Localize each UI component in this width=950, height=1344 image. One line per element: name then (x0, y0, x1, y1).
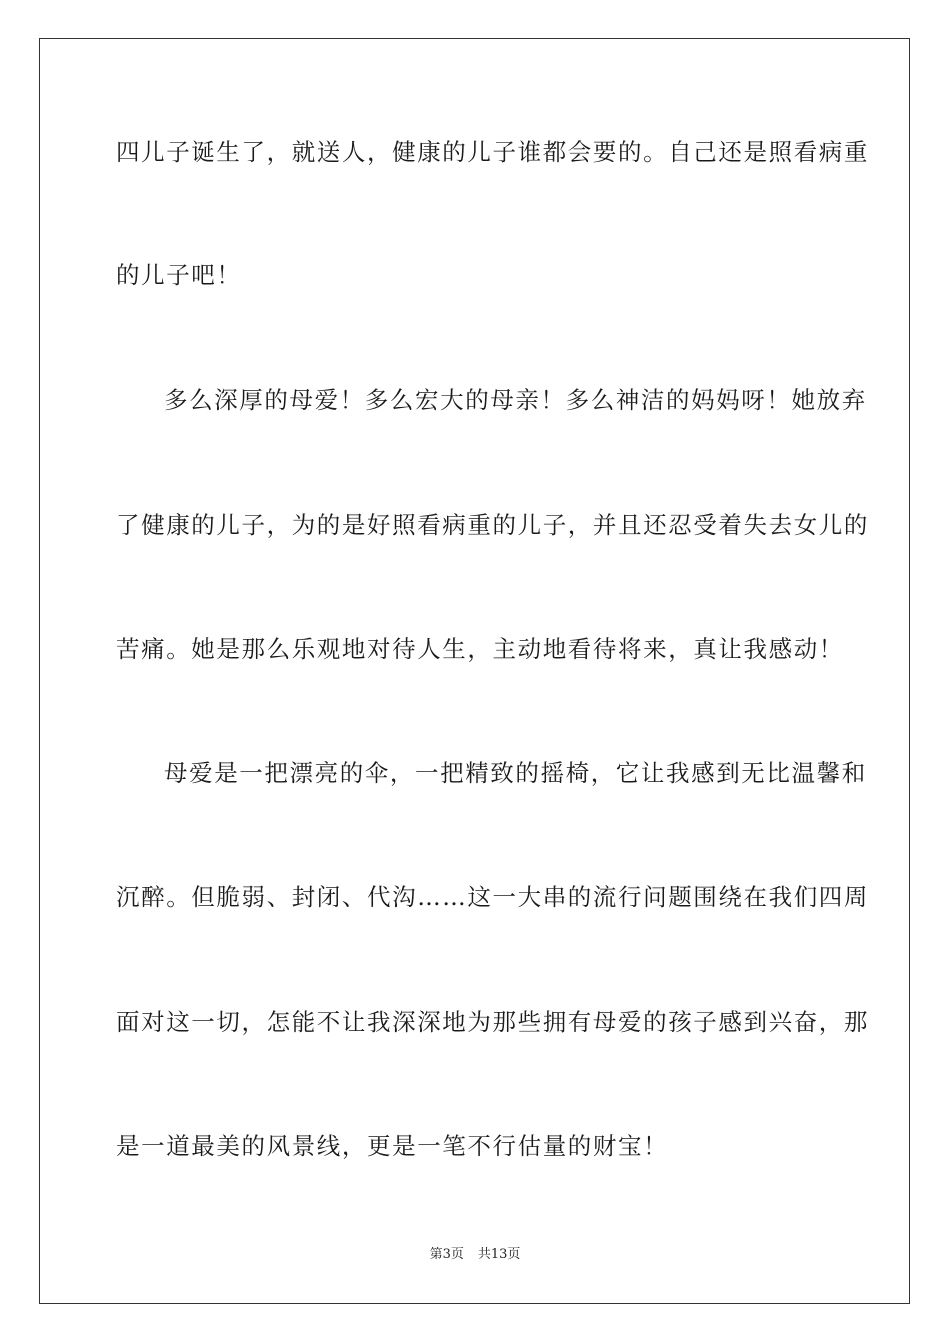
text-line-1: 四儿子诞生了，就送人，健康的儿子谁都会要的。自己还是照看病重 (116, 138, 869, 166)
text-line-5: 苦痛。她是那么乐观地对待人生，主动地看待将来，真让我感动！ (116, 635, 844, 663)
text-line-8: 面对这一切，怎能不让我深深地为那些拥有母爱的孩子感到兴奋，那 (116, 1008, 869, 1036)
text-line-3: 多么深厚的母爱！多么宏大的母亲！多么神洁的妈妈呀！她放弃 (164, 386, 867, 414)
text-line-9: 是一道最美的风景线，更是一笔不行估量的财宝！ (116, 1132, 669, 1160)
text-line-4: 了健康的儿子，为的是好照看病重的儿子，并且还忍受着失去女儿的 (116, 511, 869, 539)
text-line-7: 沉醉。但脆弱、封闭、代沟……这一大串的流行问题围绕在我们四周 (116, 883, 869, 911)
page-number-total: 共13页 (477, 1247, 521, 1262)
page-footer (0, 1246, 950, 1264)
page-number-current: 第3页 (429, 1247, 464, 1262)
text-line-6: 母爱是一把漂亮的伞，一把精致的摇椅，它让我感到无比温馨和 (164, 759, 867, 787)
page-frame (39, 38, 910, 1304)
text-line-2: 的儿子吧！ (116, 261, 242, 289)
